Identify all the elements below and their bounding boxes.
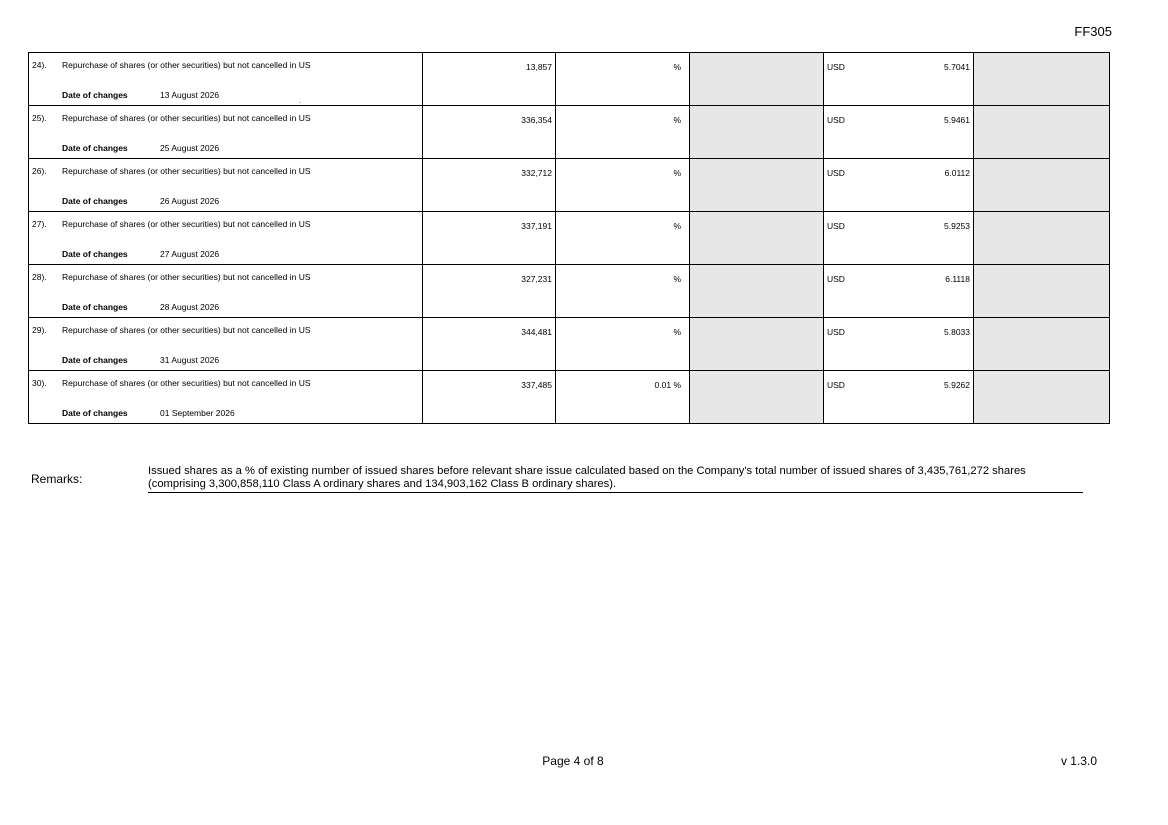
shares-value: 344,481: [521, 327, 552, 337]
table-row: [29, 265, 1110, 318]
price-value: 5.7041: [944, 62, 970, 72]
row-description: Repurchase of shares (or other securities) but not cancelled in US: [62, 60, 311, 70]
price-value: 5.9262: [944, 380, 970, 390]
row-number: 24).: [32, 60, 47, 70]
gray-cell: [690, 106, 824, 159]
percent-cell: [673, 327, 681, 337]
gray-cell: [690, 318, 824, 371]
date-of-changes-value: 26 August 2026: [160, 196, 220, 206]
price-value: 6.1118: [945, 274, 970, 284]
gray-cell: [690, 371, 824, 424]
row-description: Repurchase of shares (or other securities) but not cancelled in US: [62, 272, 311, 282]
percent-cell: [673, 274, 681, 284]
percent-cell: [673, 221, 681, 231]
shares-value: 327,231: [521, 274, 552, 284]
percent-cell: [673, 62, 681, 72]
percent-cell: [655, 380, 681, 390]
percent-sign: %: [673, 115, 681, 125]
row-number: 27).: [32, 219, 47, 229]
date-of-changes-value: 01 September 2026: [160, 408, 235, 418]
remarks-label: Remarks:: [31, 472, 83, 486]
row-number: 28).: [32, 272, 47, 282]
date-of-changes-value: 13 August 2026: [160, 90, 220, 100]
date-of-changes-label: Date of changes: [62, 90, 128, 100]
price-value: 5.9253: [944, 221, 970, 231]
percent-sign: %: [673, 274, 681, 284]
shares-value: 332,712: [521, 168, 552, 178]
percent-value: 0.01: [654, 380, 672, 390]
row-description: Repurchase of shares (or other securities) but not cancelled in US: [62, 219, 311, 229]
table-row: [29, 53, 1110, 106]
currency: USD: [827, 380, 845, 390]
price-value: 6.0112: [944, 168, 970, 178]
row-number: 30).: [32, 378, 47, 388]
date-of-changes-label: Date of changes: [62, 196, 128, 206]
row-number: 26).: [32, 166, 47, 176]
date-of-changes-label: Date of changes: [62, 143, 128, 153]
gray-cell: [690, 265, 824, 318]
price-value: 5.8033: [944, 327, 970, 337]
gray-cell: [690, 212, 824, 265]
date-of-changes-value: 28 August 2026: [160, 302, 220, 312]
gray-cell: [974, 159, 1110, 212]
percent-sign: %: [673, 168, 681, 178]
row-number: 25).: [32, 113, 47, 123]
remarks-text: Issued shares as a % of existing number of issued shares before relevant share issue calculated based on the Company's total number of issued shares of 3,435,761,272 shares (comprising 3,300,858,110 Class A ordinary shares and 134,903,162 Class B ordinary shares).: [148, 465, 1083, 493]
table-row: [29, 159, 1110, 212]
row-description: Repurchase of shares (or other securities) but not cancelled in US: [62, 325, 311, 335]
gray-cell: [974, 212, 1110, 265]
gray-cell: [690, 159, 824, 212]
percent-sign: %: [673, 380, 681, 390]
row-number: 29).: [32, 325, 47, 335]
row-description: Repurchase of shares (or other securities) but not cancelled in US: [62, 378, 311, 388]
page-number: Page 4 of 8: [542, 754, 604, 768]
table-row: [29, 318, 1110, 371]
stray-dot: .: [299, 99, 301, 105]
gray-cell: [690, 53, 824, 106]
date-of-changes-value: 25 August 2026: [160, 143, 220, 153]
percent-sign: %: [673, 221, 681, 231]
gray-cell: [974, 371, 1110, 424]
shares-value: 337,485: [521, 380, 552, 390]
gray-cell: [974, 106, 1110, 159]
gray-cell: [974, 53, 1110, 106]
gray-cell: [974, 265, 1110, 318]
currency: USD: [827, 115, 845, 125]
currency: USD: [827, 221, 845, 231]
version-label: v 1.3.0: [1060, 754, 1097, 768]
shares-value: 336,354: [521, 115, 552, 125]
date-of-changes-value: 31 August 2026: [160, 355, 220, 365]
date-of-changes-label: Date of changes: [62, 302, 128, 312]
currency: USD: [827, 274, 845, 284]
shares-value: 13,857: [526, 62, 552, 72]
row-description: Repurchase of shares (or other securities) but not cancelled in US: [62, 113, 311, 123]
shares-value: 337,191: [521, 221, 552, 231]
form-code: FF305: [1074, 24, 1112, 39]
date-of-changes-value: 27 August 2026: [160, 249, 220, 259]
percent-cell: [673, 168, 681, 178]
table-row: [29, 371, 1110, 424]
currency: USD: [827, 62, 845, 72]
percent-sign: %: [673, 62, 681, 72]
currency: USD: [827, 168, 845, 178]
percent-cell: [673, 115, 681, 125]
currency: USD: [827, 327, 845, 337]
table-row: [29, 106, 1110, 159]
table-row: [29, 212, 1110, 265]
row-description: Repurchase of shares (or other securities) but not cancelled in US: [62, 166, 311, 176]
date-of-changes-label: Date of changes: [62, 355, 128, 365]
date-of-changes-label: Date of changes: [62, 249, 128, 259]
gray-cell: [974, 318, 1110, 371]
percent-sign: %: [673, 327, 681, 337]
date-of-changes-label: Date of changes: [62, 408, 128, 418]
repurchase-table: [28, 52, 1110, 424]
price-value: 5.9461: [944, 115, 970, 125]
